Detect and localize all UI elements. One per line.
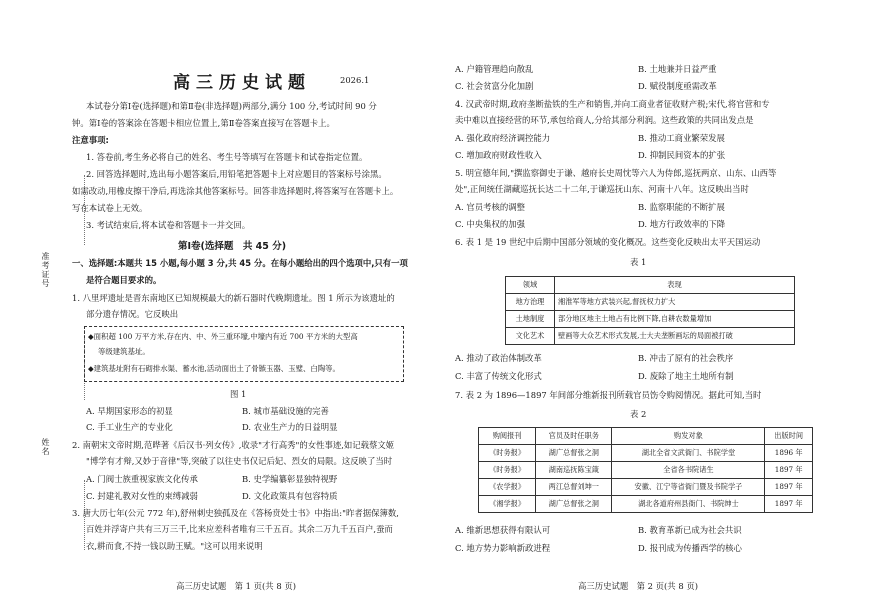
- table-row: [506, 294, 795, 311]
- table-row: [479, 496, 813, 513]
- note-3: 3. 考试结束后,将本试卷和答题卡一并交回。: [86, 220, 251, 230]
- q1-option-c: C. 手工业生产的专业化: [86, 422, 173, 432]
- table-cell: 土地制度: [506, 311, 555, 328]
- table-cell: 安徽、江宁等省衙门暨及书院学子: [612, 479, 765, 496]
- footer-left: 高三历史试题 第 1 页(共 8 页): [176, 581, 296, 591]
- table-cell: 部分地区地主土地占有比例下降,自耕农数量增加: [555, 311, 795, 328]
- table-2-title: 表 2: [630, 409, 647, 419]
- page-title: 高三历史试题: [173, 73, 311, 93]
- q1-box-line-3: ◆建筑基址附有石砌排水渠、蓄水池,活动面出土了骨镞玉器、玉璧、白陶等。: [88, 364, 340, 373]
- q6-option-c: C. 丰富了传统文化形式: [455, 371, 542, 381]
- note-1: 1. 答卷前,考生务必将自己的姓名、考生号等填写在答题卡和试卷指定位置。: [86, 152, 368, 162]
- q2-option-d: D. 文化政策具有包容特质: [242, 491, 338, 501]
- table-cell: 《湘学报》: [479, 496, 536, 513]
- table-cell: 壁画等大众艺术形式发展,士大夫垄断画坛的局面被打破: [555, 328, 795, 345]
- table-cell: 地方治理: [506, 294, 555, 311]
- q3-option-b: B. 土地兼并日益严重: [638, 64, 717, 74]
- table-cell: 1897 年: [765, 496, 813, 513]
- q1-figure-caption: 图 1: [230, 389, 247, 399]
- q7-option-d: D. 报刊成为传播西学的核心: [638, 543, 742, 553]
- q6-stem: 6. 表 1 是 19 世纪中后期中国部分领域的变化概况。这些变化反映出太平天国运动: [455, 237, 761, 247]
- q1-stem-2: 部分遗存情况。它反映出: [86, 309, 179, 319]
- q7-option-c: C. 地方势力影响新政进程: [455, 543, 551, 553]
- q1-option-d: D. 农业生产力的日益明显: [242, 422, 338, 432]
- q1-option-a: A. 早期国家形态的初显: [86, 406, 173, 416]
- table-cell: 湖北全省文武衙门、书院学堂: [612, 445, 765, 462]
- section-title: 第Ⅰ卷(选择题 共 45 分): [178, 241, 287, 252]
- note-2c: 写在本试卷上无效。: [72, 203, 148, 213]
- q2-option-a: A. 门阀士族重视家族文化传承: [86, 474, 198, 484]
- q1-stem-1: 1. 八里坪遗址是晋东南地区已知规模最大的新石器时代晚期遗址。图 1 所示为该遗址的: [72, 293, 395, 303]
- q1-option-b: B. 城市基础设施的完善: [242, 406, 329, 416]
- table-row: [479, 445, 813, 462]
- table-cell: 两江总督刘坤一: [536, 479, 612, 496]
- table-cell: 《农学报》: [479, 479, 536, 496]
- table-cell: 1897 年: [765, 479, 813, 496]
- table-row: [479, 428, 813, 445]
- q3-stem-1: 3. 唐大历七年(公元 772 年),舒州刺史独孤及在《答杨贲处士书》中指出:"昨者据保簿数,: [72, 508, 399, 518]
- table-cell: 《时务报》: [479, 462, 536, 479]
- table-cell: 湖北各道府州县衙门、书院绅士: [612, 496, 765, 513]
- table-row: [479, 479, 813, 496]
- section-desc-2: 是符合题目要求的。: [86, 275, 162, 285]
- q6-option-d: D. 废除了地主土地所有制: [638, 371, 734, 381]
- q6-option-a: A. 推动了政治体制改革: [455, 353, 542, 363]
- q3-option-c: C. 社会贫富分化加剧: [455, 81, 534, 91]
- table-row: [506, 311, 795, 328]
- notes-title: 注意事项:: [72, 135, 109, 145]
- table-cell: 文化艺术: [506, 328, 555, 345]
- table-1: [505, 276, 795, 345]
- intro-line-2: 钟。第Ⅰ卷的答案涂在答题卡相应位置上,第Ⅱ卷答案直接写在答题卡上。: [72, 118, 335, 128]
- table-cell: 湖南巡抚陈宝箴: [536, 462, 612, 479]
- table-row: [506, 328, 795, 345]
- table-row: [479, 462, 813, 479]
- table-1-title: 表 1: [630, 257, 647, 267]
- q3-stem-2: 百姓并浮寄户共有三万三千,比来应差科者唯有三千五百。其余二万九千五百户,蚕而: [86, 524, 393, 534]
- table-cell: 湖广总督张之洞: [536, 445, 612, 462]
- q2-option-b: B. 史学编纂彰显独特视野: [242, 474, 338, 484]
- q5-option-d: D. 地方行政效率的下降: [638, 219, 726, 229]
- q3-option-d: D. 赋役制度亟需改革: [638, 81, 717, 91]
- q4-option-a: A. 强化政府经济调控能力: [455, 133, 551, 143]
- q1-box-line-2: 等级建筑基址。: [98, 347, 150, 356]
- q2-stem-2: "博学有才辩,又妙于音律"等,突破了以往史书仅记后妃、烈女的局限。这反映了当时: [86, 456, 393, 466]
- q5-option-b: B. 监察职能的不断扩展: [638, 202, 725, 212]
- table-cell: 湖广总督张之洞: [536, 496, 612, 513]
- table-cell: 1897 年: [765, 462, 813, 479]
- seat-number-label: 准考证号: [41, 252, 50, 288]
- note-2b: 如需改动,用橡皮擦干净后,再选涂其他答案标号。回答非选择题时,将答案写在答题卡上。: [72, 186, 399, 196]
- table-header: 领域: [506, 277, 555, 294]
- q4-stem-1: 4. 汉武帝时期,政府垄断盐铁的生产和销售,并向工商业者征收财产税;宋代,将官营和专: [455, 99, 770, 109]
- q2-stem-1: 2. 南朝宋文帝时期,范晔著《后汉书·列女传》,收录"才行高秀"的女性事迹,如记载蔡文姬: [72, 440, 395, 450]
- q4-option-c: C. 增加政府财政性收入: [455, 150, 542, 160]
- table-cell: 全省各书院诸生: [612, 462, 765, 479]
- q6-option-b: B. 冲击了原有的社会秩序: [638, 353, 734, 363]
- q1-box-line-1: ◆面积超 100 万平方米,存在内、中、外三重环壕,中壕内有近 700 平方米的大型高: [88, 332, 358, 341]
- table-cell: 湘淮军等地方武装兴起,督抚权力扩大: [555, 294, 795, 311]
- section-desc-1: 一、选择题:本题共 15 小题,每小题 3 分,共 45 分。在每小题给出的四个选项中,只有一项: [72, 258, 408, 268]
- table-cell: 《时务报》: [479, 445, 536, 462]
- q7-option-a: A. 维新思想获得有限认可: [455, 525, 551, 535]
- q2-option-c: C. 封建礼教对女性的束缚减弱: [86, 491, 198, 501]
- q5-option-a: A. 官员考核的调整: [455, 202, 525, 212]
- table-header: 购发对象: [612, 428, 765, 445]
- q7-stem: 7. 表 2 为 1896—1897 年间部分维新报刊所载官员饬令购阅情况。据此可知,当时: [455, 390, 762, 400]
- table-header: 购阅报刊: [479, 428, 536, 445]
- q5-stem-2: 处",正间统任湖藏巡抚长达二十二年,于谦巡抚山东、河南十八年。这反映出当时: [455, 184, 749, 194]
- table-header: 表现: [555, 277, 795, 294]
- q3-option-a: A. 户籍管理趋向散乱: [455, 64, 534, 74]
- note-2a: 2. 回答选择题时,选出每小题答案后,用铅笔把答题卡上对应题目的答案标号涂黑。: [86, 169, 387, 179]
- q4-option-d: D. 抑制民间资本的扩张: [638, 150, 726, 160]
- table-header: 出版时间: [765, 428, 813, 445]
- table-2: [478, 427, 813, 513]
- q7-option-b: B. 教育革新已成为社会共识: [638, 525, 742, 535]
- table-cell: 1896 年: [765, 445, 813, 462]
- footer-right: 高三历史试题 第 2 页(共 8 页): [578, 581, 698, 591]
- exam-date: 2026.1: [340, 75, 370, 85]
- intro-line-1: 本试卷分第Ⅰ卷(选择题)和第Ⅱ卷(非选择题)两部分,满分 100 分,考试时间 90 分: [86, 101, 377, 111]
- table-row: [506, 277, 795, 294]
- q5-option-c: C. 中央集权的加强: [455, 219, 526, 229]
- table-header: 官员及时任职务: [536, 428, 612, 445]
- q5-stem-1: 5. 明宣德年间,"撰监察御史于谦、越府长史周忱等六人为侍郎,巡抚两京、山东、山西等: [455, 168, 777, 178]
- q4-stem-2: 卖中难以直接经营的环节,承包给商人,分给其部分利润。这些政策的共同出发点是: [455, 115, 754, 125]
- name-label: 姓名: [41, 438, 50, 456]
- q3-stem-3: 衣,耕而食,不持一钱以助王赋。"这可以用来说明: [86, 541, 263, 551]
- q4-option-b: B. 推动工商业繁荣发展: [638, 133, 725, 143]
